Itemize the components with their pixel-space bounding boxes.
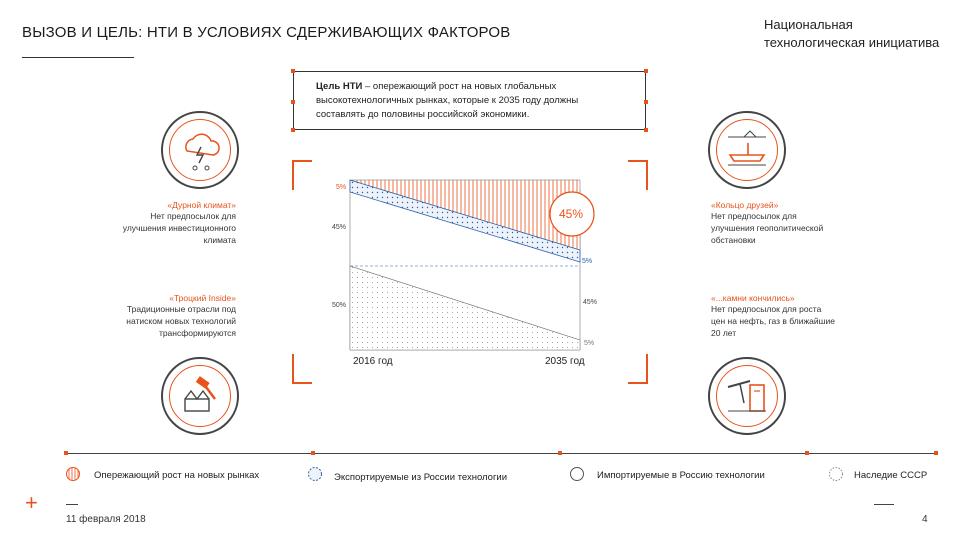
corner-dot xyxy=(644,128,648,132)
factor-body-1: Нет предпосылок для xyxy=(711,211,797,221)
goal-line-2: высокотехнологичных рынках, которые к 2035 году должны xyxy=(316,95,579,106)
factor-body-3: обстановки xyxy=(711,235,756,245)
corner-dot xyxy=(291,100,295,104)
goal-bold: Цель НТИ xyxy=(316,81,363,92)
factor-top-right xyxy=(711,200,881,246)
page-title: ВЫЗОВ И ЦЕЛЬ: НТИ В УСЛОВИЯХ СДЕРЖИВАЮЩИХ ФАКТОРОВ xyxy=(22,24,511,41)
factor-top-left xyxy=(80,200,236,246)
plain-circle-icon xyxy=(569,466,585,482)
factor-body-3: 20 лет xyxy=(711,328,737,338)
corner-dot xyxy=(291,128,295,132)
factor-body-2: натиском новых технологий xyxy=(126,316,236,326)
legacy-area xyxy=(350,266,580,350)
brand-logo-text xyxy=(764,16,939,52)
goal-text xyxy=(316,80,636,122)
goal-line-1: – опережающий рост на новых глобальных xyxy=(362,81,557,92)
factor-bottom-right xyxy=(711,293,881,339)
label-right-top: 5% xyxy=(582,258,593,265)
striped-circle-icon xyxy=(65,466,81,482)
legend-label-export: Экспортируемые из России технологии xyxy=(334,472,508,483)
factor-title: «Кольцо друзей» xyxy=(711,200,779,210)
dotted-blue-circle-icon xyxy=(307,466,323,482)
x-end-label: 2035 год xyxy=(545,356,585,367)
x-start-label: 2016 год xyxy=(353,356,393,367)
brand-line-1: Национальная xyxy=(764,17,853,32)
title-underline xyxy=(22,57,134,58)
label-top-left: 5% xyxy=(336,184,347,191)
label-left-mid: 45% xyxy=(332,224,347,231)
legend-label-import: Импортируемые в Россию технологии xyxy=(597,470,765,481)
corner-dot xyxy=(644,69,648,73)
label-right-low: 5% xyxy=(584,340,595,347)
page-number: 4 xyxy=(922,514,928,525)
factor-title: «...камни кончились» xyxy=(711,293,795,303)
goal-line-3: составлять до половины российской экономики. xyxy=(316,109,530,120)
label-right-mid: 45% xyxy=(583,299,598,306)
plus-mark: + xyxy=(25,490,38,515)
factor-body-1: Нет предпосылок для роста xyxy=(711,304,822,314)
label-left-low: 50% xyxy=(332,302,347,309)
factor-title: «Дурной климат» xyxy=(167,200,236,210)
footer-date: 11 февраля 2018 xyxy=(66,514,146,525)
footer-rule-left xyxy=(66,504,78,505)
corner-dot xyxy=(644,100,648,104)
factor-body-2: улучшения геополитической xyxy=(711,223,824,233)
legend-label-growth: Опережающий рост на новых рынках xyxy=(94,470,260,481)
legend-divider xyxy=(66,453,936,454)
factor-bottom-left xyxy=(80,293,236,339)
growth-chart xyxy=(300,170,630,365)
factor-body-1: Нет предпосылок для xyxy=(150,211,236,221)
factor-body-2: улучшения инвестиционного xyxy=(122,223,236,233)
factor-body-1: Традиционные отрасли под xyxy=(126,304,236,314)
chart-bracket xyxy=(628,160,648,190)
oil-pump-icon xyxy=(708,357,786,435)
legend-label-ussr: Наследие СССР xyxy=(854,470,928,481)
factor-body-2: цен на нефть, газ в ближайшие xyxy=(711,316,835,326)
footer-rule-right xyxy=(874,504,894,505)
factory-hammer-icon xyxy=(161,357,239,435)
cloud-lightning-icon xyxy=(161,111,239,189)
dotted-grey-circle-icon xyxy=(828,466,844,482)
aircraft-carrier-icon xyxy=(708,111,786,189)
factor-body-3: климата xyxy=(203,235,236,245)
brand-line-2: технологическая инициатива xyxy=(764,35,940,50)
factor-body-3: трансформируются xyxy=(158,328,236,338)
factor-title: «Троцкий Inside» xyxy=(169,293,236,303)
corner-dot xyxy=(291,69,295,73)
big-pct-label: 45% xyxy=(559,207,584,221)
chart-bracket xyxy=(628,354,648,384)
